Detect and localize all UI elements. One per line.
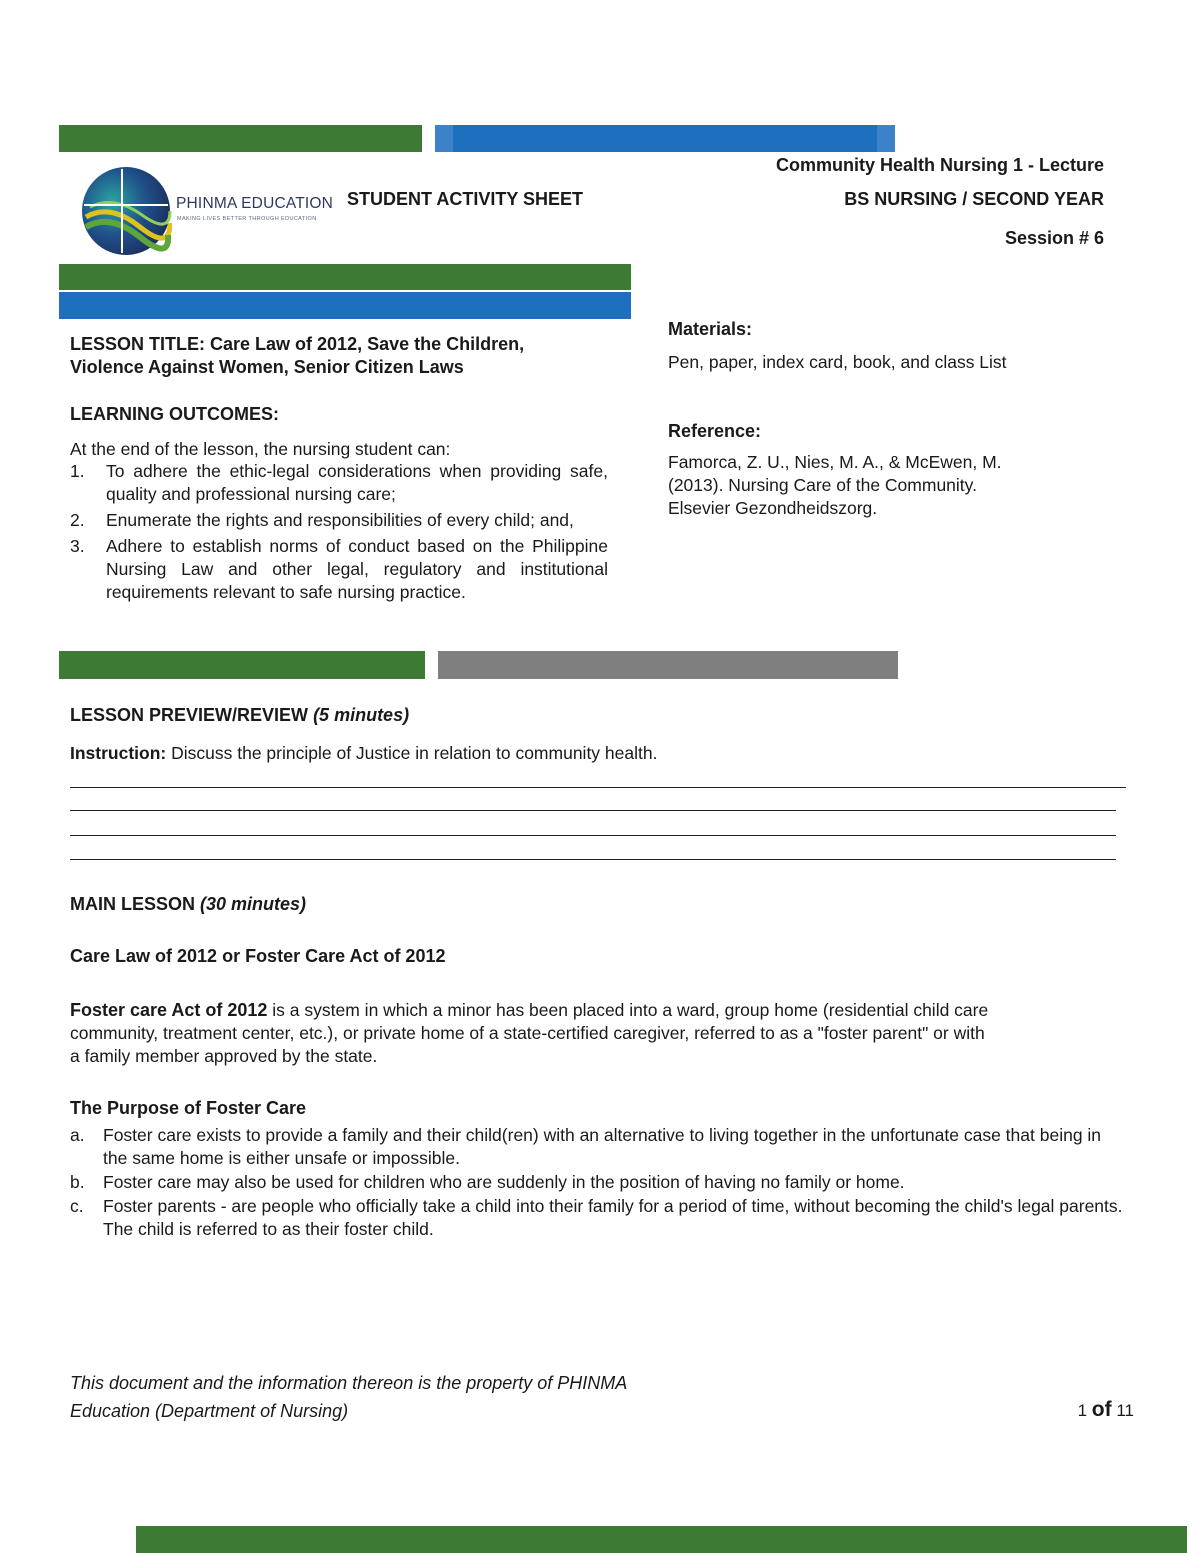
footer-bar-green xyxy=(136,1526,1187,1553)
definition-text-1: is a system in which a minor has been placed into a ward, group home (residential child care xyxy=(272,1000,989,1020)
header-bar-blue xyxy=(453,125,877,152)
outcome-text: Adhere to establish norms of conduct based on the Philippine Nursing Law and other legal, regulatory and institutional requirements relevant to safe nursing practice. xyxy=(106,536,608,602)
outcome-number: 3. xyxy=(70,536,85,556)
header-bar-blue-cap-right xyxy=(877,125,895,152)
reference-heading: Reference: xyxy=(668,421,762,441)
lesson-title-text-1: Care Law of 2012, Save the Children, xyxy=(210,334,525,354)
lesson-title-line2: Violence Against Women, Senior Citizen Laws xyxy=(70,357,464,377)
purpose-list xyxy=(70,1124,1130,1241)
title-bar-green xyxy=(59,264,631,290)
purpose-letter: b. xyxy=(70,1172,85,1192)
purpose-text: Foster parents - are people who officially take a child into their family for a period of time, without becoming the child's legal parents. The child is referred to as their foster child. xyxy=(103,1196,1123,1239)
main-lesson-heading-text: MAIN LESSON xyxy=(70,894,196,914)
outcome-text: Enumerate the rights and responsibilities of every child; and, xyxy=(106,510,574,530)
answer-line[interactable] xyxy=(70,787,1126,788)
definition-term: Foster care Act of 2012 xyxy=(70,1000,268,1020)
learning-outcomes-list-wrap xyxy=(70,460,608,607)
footer-ownership-note xyxy=(70,1369,627,1425)
materials-heading: Materials: xyxy=(668,319,753,339)
outcome-item xyxy=(70,509,608,532)
main-lesson-duration: (30 minutes) xyxy=(200,894,307,914)
phinma-logo xyxy=(80,165,334,257)
lesson-title-block xyxy=(70,333,630,379)
outcome-item xyxy=(70,535,608,604)
lesson-title-label: LESSON TITLE: xyxy=(70,334,205,354)
purpose-item xyxy=(70,1124,1130,1170)
learning-outcomes-intro: At the end of the lesson, the nursing student can: xyxy=(70,439,451,459)
answer-line[interactable] xyxy=(70,810,1116,811)
answer-line[interactable] xyxy=(70,835,1116,836)
reference-line1: Famorca, Z. U., Nies, M. A., & McEwen, M. xyxy=(668,452,1002,472)
main-lesson-heading xyxy=(70,894,306,915)
outcome-text: To adhere the ethic-legal considerations when providing safe, quality and professional nursing care; xyxy=(106,461,608,504)
materials-text: Pen, paper, index card, book, and class List xyxy=(668,352,1007,372)
purpose-text: Foster care may also be used for children who are suddenly in the position of having no family or home. xyxy=(103,1172,905,1192)
footer-line2: Education (Department of Nursing) xyxy=(70,1401,349,1421)
session-number: Session # 6 xyxy=(1004,228,1104,248)
title-bar-blue xyxy=(59,292,631,319)
answer-line[interactable] xyxy=(70,859,1116,860)
footer-line1: This document and the information thereon is the property of PHINMA xyxy=(70,1373,628,1393)
reference-line2: (2013). Nursing Care of the Community. xyxy=(668,475,977,495)
purpose-letter: c. xyxy=(70,1196,84,1216)
header-bar-green xyxy=(59,125,422,152)
sheet-title: STUDENT ACTIVITY SHEET xyxy=(347,189,584,209)
course-title: Community Health Nursing 1 - Lecture xyxy=(775,155,1104,175)
instruction-label: Instruction: xyxy=(70,743,167,763)
preview-duration: (5 minutes) xyxy=(313,705,410,725)
program-year: BS NURSING / SECOND YEAR xyxy=(844,189,1104,209)
reference-text xyxy=(668,451,1002,520)
logo-brand: PHINMA EDUCATION xyxy=(176,195,334,212)
outcome-item xyxy=(70,460,608,506)
purpose-letter: a. xyxy=(70,1125,85,1145)
preview-heading xyxy=(70,705,409,726)
divider-bar-gray xyxy=(438,651,898,679)
lesson-title-line1 xyxy=(70,333,630,356)
page-number xyxy=(1078,1398,1134,1422)
learning-outcomes-heading: LEARNING OUTCOMES: xyxy=(70,404,279,424)
purpose-list-wrap xyxy=(70,1124,1130,1242)
purpose-item xyxy=(70,1195,1130,1241)
preview-heading-text: LESSON PREVIEW/REVIEW xyxy=(70,705,309,725)
preview-instruction xyxy=(70,742,657,765)
purpose-item xyxy=(70,1171,1130,1194)
definition-line3: a family member approved by the state. xyxy=(70,1046,378,1066)
page-current: 1 xyxy=(1077,1401,1088,1420)
outcome-number: 2. xyxy=(70,510,85,530)
definition-line1 xyxy=(70,999,1140,1022)
header-bar-blue-cap-left xyxy=(435,125,453,152)
logo-tagline: MAKING LIVES BETTER THROUGH EDUCATION xyxy=(177,216,317,222)
learning-outcomes-list xyxy=(70,460,608,604)
main-lesson-subheading: Care Law of 2012 or Foster Care Act of 2012 xyxy=(70,946,446,966)
outcome-number: 1. xyxy=(70,461,85,481)
page-of: of xyxy=(1091,1398,1112,1421)
foster-care-definition xyxy=(70,999,1140,1068)
instruction-text: Discuss the principle of Justice in relation to community health. xyxy=(171,743,658,763)
purpose-heading: The Purpose of Foster Care xyxy=(70,1098,307,1118)
purpose-text: Foster care exists to provide a family and their child(ren) with an alternative to living together in the unfortunate case that being in the same home is either unsafe or impossible. xyxy=(103,1125,1102,1168)
divider-bar-green xyxy=(59,651,425,679)
phinma-logo-emblem xyxy=(80,165,172,257)
definition-line2: community, treatment center, etc.), or private home of a state-certified caregiver, referred to as a "foster parent" or with xyxy=(70,1023,985,1043)
page-total: 11 xyxy=(1116,1401,1134,1420)
reference-line3: Elsevier Gezondheidszorg. xyxy=(668,498,878,518)
